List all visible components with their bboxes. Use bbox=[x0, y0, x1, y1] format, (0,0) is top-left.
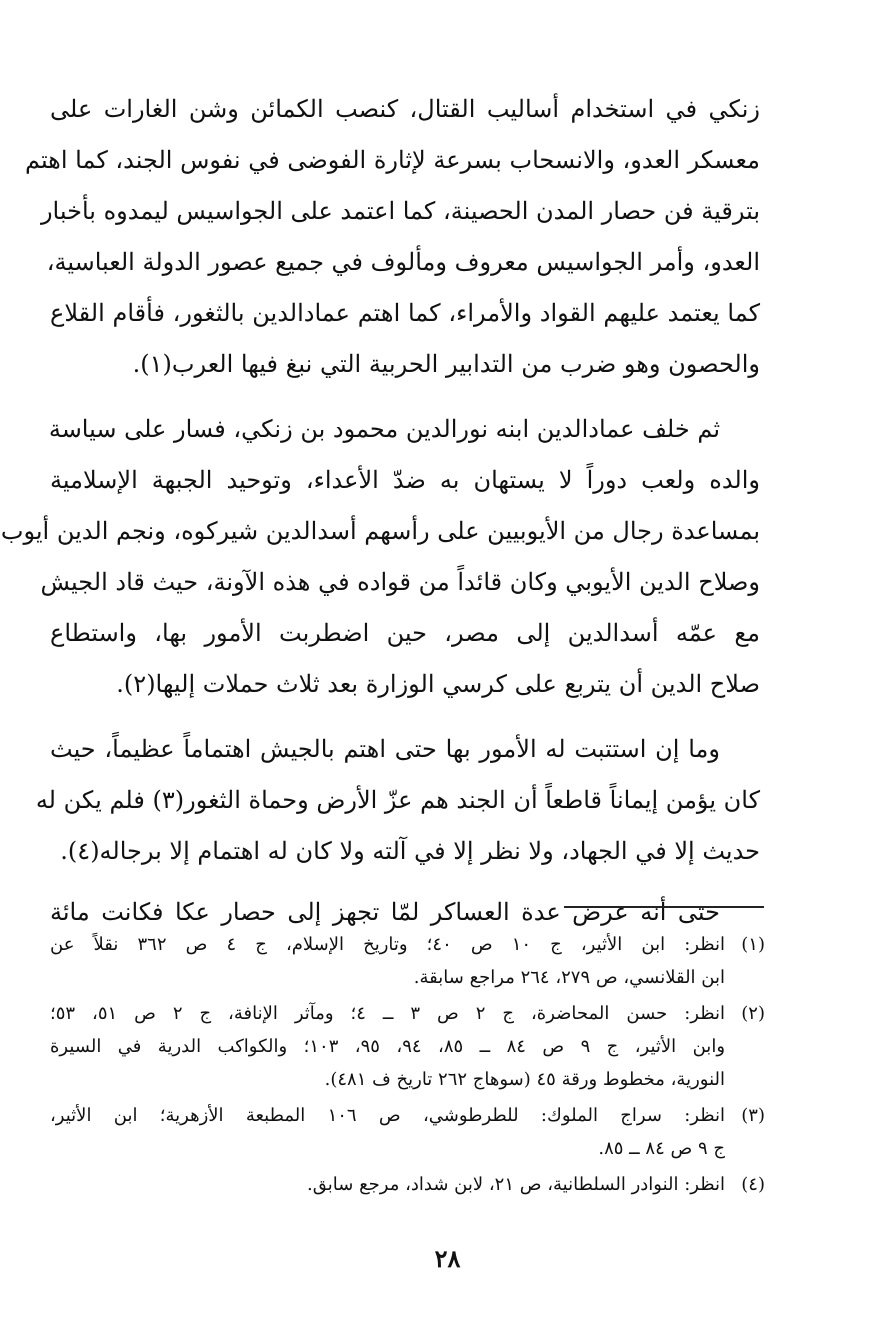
footnote-line: النورية، مخطوط ورقة ٤٥ (سوهاج ٢٦٢ تاريخ ف ٤٨١). bbox=[324, 1069, 725, 1090]
footnote-line: ج ٩ ص ٨٤ ــ ٨٥. bbox=[598, 1138, 725, 1159]
footnote-text bbox=[50, 997, 725, 1096]
text-line: والده ولعب دوراً لا يستهان به ضدّ الأعداء، وتوحيد الجبهة الإسلامية bbox=[50, 466, 760, 494]
footnote-line: انظر: سراج الملوك: للطرطوشي، ص ١٠٦ المطبعة الأزهرية؛ ابن الأثير، bbox=[50, 1105, 725, 1126]
text-line: كان يؤمن إيماناً قاطعاً أن الجند هم عزّ الأرض وحماة الثغور(٣) فلم يكن له bbox=[35, 786, 760, 814]
footnote-text bbox=[50, 928, 725, 994]
main-text bbox=[0, 84, 760, 938]
footnote-number: (٢) bbox=[741, 1003, 765, 1024]
text-line: زنكي في استخدام أساليب القتال، كنصب الكمائن وشن الغارات على bbox=[50, 95, 760, 123]
text-line: العدو، وأمر الجواسيس معروف ومألوف في جميع عصور الدولة العباسية، bbox=[46, 248, 760, 276]
text-line: والحصون وهو ضرب من التدابير الحربية التي نبغ فيها العرب(١). bbox=[132, 350, 760, 378]
footnotes bbox=[50, 928, 765, 1204]
page-number: ٢٨ bbox=[434, 1244, 461, 1273]
footnote-text bbox=[50, 1099, 725, 1165]
footnote-line: انظر: حسن المحاضرة، ج ٢ ص ٣ ــ ٤؛ ومآثر الإنافة، ج ٢ ص ٥١، ٥٣؛ bbox=[50, 1003, 725, 1024]
paragraph-3 bbox=[35, 724, 760, 877]
paragraph-1 bbox=[24, 84, 760, 390]
text-line: حديث إلا في الجهاد، ولا نظر إلا في آلته ولا كان له اهتمام إلا برجاله(٤). bbox=[60, 837, 760, 865]
footnote-line: وابن الأثير، ج ٩ ص ٨٤ ــ ٨٥، ٩٤، ٩٥، ١٠٣؛ والكواكب الدرية في السيرة bbox=[50, 1036, 726, 1057]
text-line: وصلاح الدين الأيوبي وكان قائداً من قواده في هذه الآونة، حيث قاد الجيش bbox=[40, 568, 760, 596]
footnote-separator bbox=[564, 906, 764, 908]
footnote-number: (٣) bbox=[741, 1105, 765, 1126]
footnote-text bbox=[50, 1168, 725, 1201]
text-line: مع عمّه أسدالدين إلى مصر، حين اضطربت الأمور بها، واستطاع bbox=[50, 619, 760, 647]
footnote-line: ابن القلانسي، ص ٢٧٩، ٢٦٤ مراجع سابقة. bbox=[413, 967, 725, 988]
text-line: وما إن استتبت له الأمور بها حتى اهتم بالجيش اهتماماً عظيماً، حيث bbox=[50, 735, 720, 763]
footnote-line: انظر: ابن الأثير، ج ١٠ ص ٤٠؛ وتاريخ الإسلام، ج ٤ ص ٣٦٢ نقلاً عن bbox=[50, 934, 725, 955]
footnote-4 bbox=[50, 1168, 765, 1201]
text-line: بترقية فن حصار المدن الحصينة، كما اعتمد على الجواسيس ليمدوه بأخبار bbox=[40, 197, 760, 225]
text-line: حتى أنه عرض عدة العساكر لمّا تجهز إلى حصار عكا فكانت مائة bbox=[50, 898, 720, 926]
paragraph-2 bbox=[0, 404, 760, 710]
footnote-1 bbox=[50, 928, 765, 994]
text-line: ثم خلف عمادالدين ابنه نورالدين محمود بن زنكي، فسار على سياسة bbox=[48, 415, 720, 443]
text-line: بمساعدة رجال من الأيوبيين على رأسهم أسدالدين شيركوه، ونجم الدين أيوب bbox=[0, 517, 760, 545]
footnote-line: انظر: النوادر السلطانية، ص ٢١، لابن شداد، مرجع سابق. bbox=[307, 1174, 725, 1195]
text-line: معسكر العدو، والانسحاب بسرعة لإثارة الفوضى في نفوس الجند، كما اهتم bbox=[24, 146, 760, 174]
footnote-number: (١) bbox=[741, 934, 765, 955]
text-line: كما يعتمد عليهم القواد والأمراء، كما اهتم عمادالدين بالثغور، فأقام القلاع bbox=[50, 299, 760, 327]
text-line: صلاح الدين أن يتربع على كرسي الوزارة بعد ثلاث حملات إليها(٢). bbox=[116, 670, 760, 698]
footnote-number: (٤) bbox=[741, 1174, 765, 1195]
footnote-3 bbox=[50, 1099, 765, 1165]
footnote-2 bbox=[50, 997, 765, 1096]
